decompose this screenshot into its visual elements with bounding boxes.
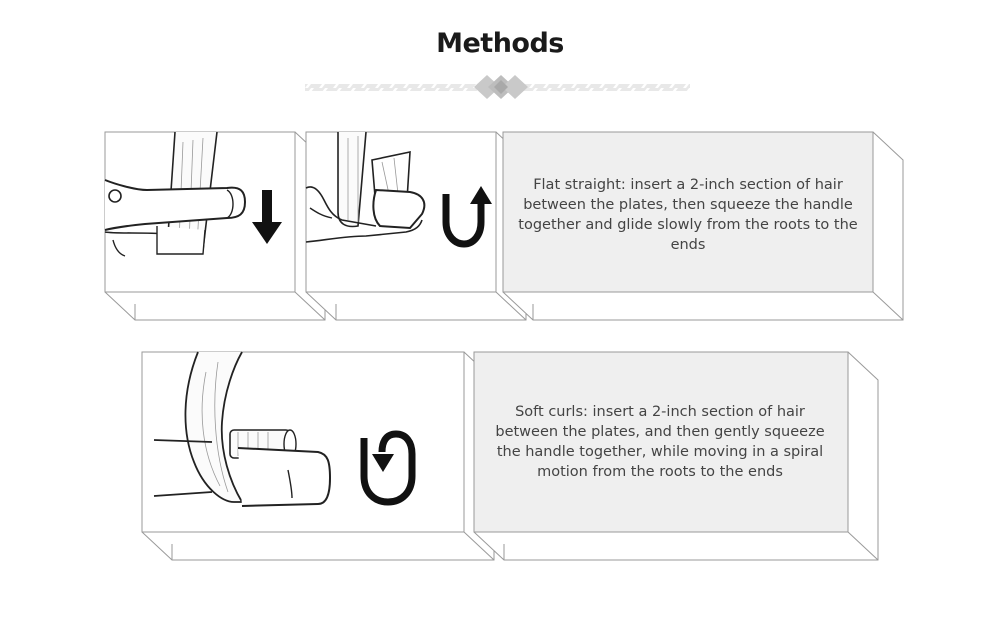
method2-description: Soft curls: insert a 2-inch section of hair between the plates, and then gently squeeze the handle together, while moving in a spiral motion from the roots to the ends [495,404,825,480]
page-title: Methods [436,28,564,59]
method1-illustration-glide [306,132,528,322]
method1-illustration-press [105,132,327,322]
arrow-down-icon [248,190,288,250]
method2-illustration-curl [142,352,496,562]
u-turn-up-icon [438,184,494,248]
method1-description: Flat straight: insert a 2-inch section of hair between the plates, then squeeze the handle together and glide slowly from the roots to the ends [518,177,858,253]
spiral-return-icon [354,424,428,510]
title-divider [305,72,690,104]
